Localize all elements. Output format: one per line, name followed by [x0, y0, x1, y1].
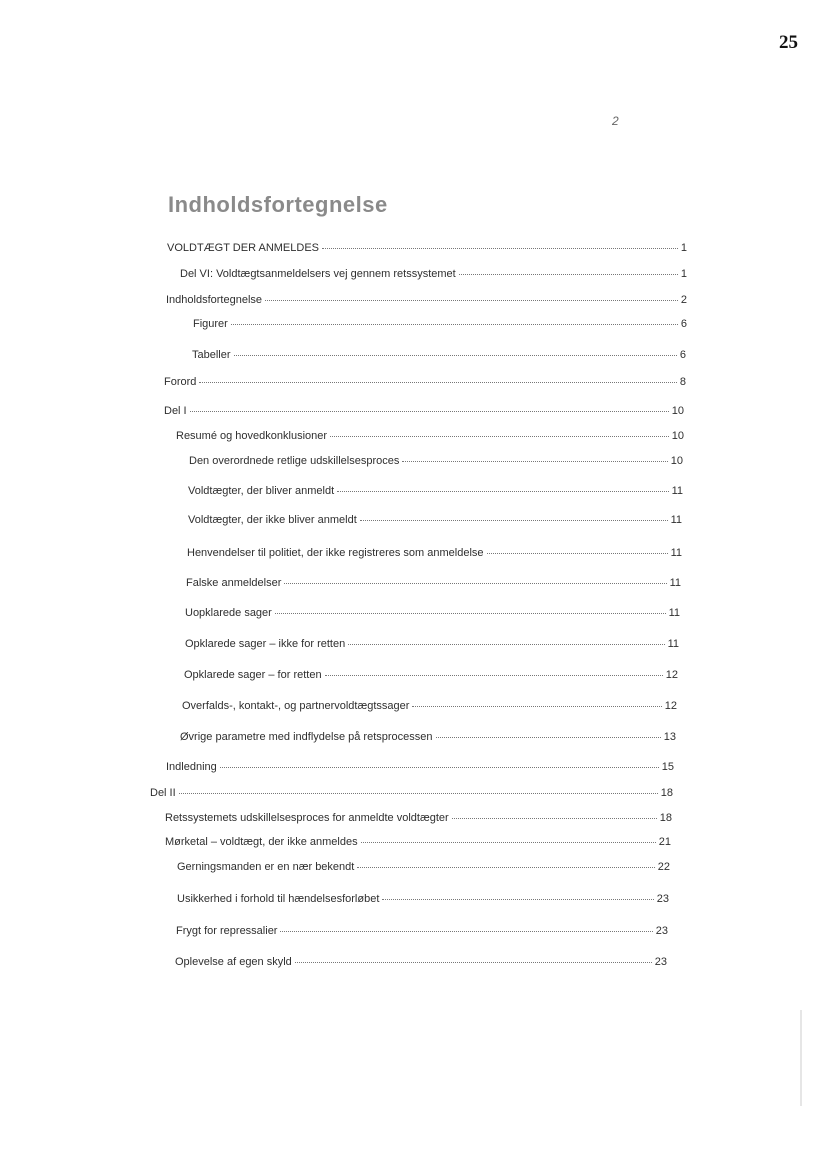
- toc-entry-label: Tabeller: [192, 349, 231, 361]
- toc-entry-label: Forord: [164, 376, 197, 388]
- toc-entry-opklarede-for-retten[interactable]: [184, 669, 678, 681]
- toc-entry-page: 22: [657, 861, 670, 873]
- toc-entry-label: Overfalds-, kontakt-, og partnervoldtægtssager: [182, 700, 410, 712]
- toc-entry-page: 11: [667, 638, 679, 650]
- toc-entry-resume[interactable]: [176, 430, 684, 442]
- toc-entry-indledning[interactable]: [166, 761, 674, 773]
- toc-entry-page: 12: [664, 700, 677, 712]
- dot-leader: [199, 382, 676, 383]
- toc-entry-label: Indholdsfortegnelse: [166, 294, 263, 306]
- dot-leader: [330, 436, 669, 437]
- toc-entry-page: 1: [680, 268, 687, 280]
- dot-leader: [234, 355, 677, 356]
- toc-entry-oplevelse[interactable]: [175, 956, 667, 968]
- toc-entry-label: Indledning: [166, 761, 217, 773]
- toc-entry-indholdsfortegnelse[interactable]: [166, 294, 687, 306]
- dot-leader: [452, 818, 657, 819]
- inner-page-number: 2: [612, 114, 619, 128]
- toc-entry-label: VOLDTÆGT DER ANMELDES: [167, 242, 319, 254]
- toc-entry-falske-anmeldelser[interactable]: [186, 577, 681, 589]
- toc-entry-voldtaegter-ikke-anmeldt[interactable]: [188, 514, 682, 526]
- toc-entry-den-overordnede[interactable]: [189, 455, 683, 467]
- toc-entry-usikkerhed[interactable]: [177, 893, 669, 905]
- dot-leader: [487, 553, 668, 554]
- toc-entry-page: 11: [670, 547, 682, 559]
- toc-entry-voldtaegt-der-anmeldes[interactable]: [167, 242, 687, 254]
- toc-entry-label: Den overordnede retlige udskillelsesproces: [189, 455, 400, 467]
- toc-entry-page: 1: [680, 242, 687, 254]
- page-number: 25: [779, 32, 798, 53]
- toc-entry-page: 6: [680, 318, 687, 330]
- dot-leader: [436, 737, 661, 738]
- dot-leader: [280, 931, 652, 932]
- toc-entry-label: Del II: [150, 787, 176, 799]
- dot-leader: [284, 583, 666, 584]
- toc-entry-label: Figurer: [193, 318, 228, 330]
- toc-entry-forord[interactable]: [164, 376, 686, 388]
- dot-leader: [412, 706, 661, 707]
- toc-entry-label: Del VI: Voldtægtsanmeldelsers vej gennem retssystemet: [180, 268, 456, 280]
- toc-entry-page: 12: [665, 669, 678, 681]
- toc-entry-page: 23: [654, 956, 667, 968]
- toc-entry-page: 6: [679, 349, 686, 361]
- toc-entry-label: Uopklarede sager: [185, 607, 272, 619]
- dot-leader: [190, 411, 669, 412]
- dot-leader: [382, 899, 653, 900]
- toc-entry-page: 10: [671, 405, 684, 417]
- toc-entry-label: Henvendelser til politiet, der ikke registreres som anmeldelse: [187, 547, 484, 559]
- toc-entry-tabeller[interactable]: [192, 349, 686, 361]
- toc-entry-label: Opklarede sager – ikke for retten: [185, 638, 346, 650]
- toc-entry-del-vi[interactable]: [180, 268, 687, 280]
- dot-leader: [402, 461, 667, 462]
- toc-entry-uopklarede-sager[interactable]: [185, 607, 680, 619]
- toc-entry-page: 23: [655, 925, 668, 937]
- toc-entry-figurer[interactable]: [193, 318, 687, 330]
- toc-entry-page: 18: [660, 787, 673, 799]
- dot-leader: [360, 520, 668, 521]
- toc-entry-henvendelser[interactable]: [187, 547, 682, 559]
- toc-entry-label: Usikkerhed i forhold til hændelsesforløbet: [177, 893, 380, 905]
- toc-entry-del-i[interactable]: [164, 405, 684, 417]
- dot-leader: [275, 613, 666, 614]
- toc-entry-page: 11: [671, 485, 683, 497]
- toc-entry-label: Gerningsmanden er en nær bekendt: [177, 861, 355, 873]
- dot-leader: [348, 644, 664, 645]
- toc-entry-voldtaegter-anmeldt[interactable]: [188, 485, 683, 497]
- toc-entry-page: 10: [671, 430, 684, 442]
- toc-entry-page: 11: [668, 607, 680, 619]
- toc-entry-page: 8: [679, 376, 686, 388]
- toc-entry-page: 11: [670, 514, 682, 526]
- dot-leader: [325, 675, 663, 676]
- toc-entry-page: 15: [661, 761, 674, 773]
- toc-entry-del-ii[interactable]: [150, 787, 673, 799]
- toc-entry-label: Retssystemets udskillelsesproces for anmeldte voldtægter: [165, 812, 449, 824]
- toc-entry-overfalds[interactable]: [182, 700, 677, 712]
- toc-entry-page: 11: [669, 577, 681, 589]
- toc-entry-page: 18: [659, 812, 672, 824]
- dot-leader: [337, 491, 668, 492]
- toc-entry-label: Voldtægter, der bliver anmeldt: [188, 485, 335, 497]
- scan-edge-shadow: [800, 1010, 802, 1106]
- toc-entry-frygt[interactable]: [176, 925, 668, 937]
- toc-entry-page: 21: [658, 836, 671, 848]
- dot-leader: [220, 767, 659, 768]
- toc-entry-label: Falske anmeldelser: [186, 577, 282, 589]
- toc-entry-label: Oplevelse af egen skyld: [175, 956, 292, 968]
- toc-entry-label: Øvrige parametre med indflydelse på retsprocessen: [180, 731, 433, 743]
- dot-leader: [179, 793, 658, 794]
- dot-leader: [361, 842, 656, 843]
- toc-entry-ovrige-parametre[interactable]: [180, 731, 676, 743]
- toc-entry-page: 13: [663, 731, 676, 743]
- dot-leader: [231, 324, 678, 325]
- toc-entry-retssystemets[interactable]: [165, 812, 672, 824]
- toc-entry-page: 23: [656, 893, 669, 905]
- toc-entry-gerningsmanden[interactable]: [177, 861, 670, 873]
- toc-entry-label: Del I: [164, 405, 187, 417]
- dot-leader: [265, 300, 678, 301]
- toc-entry-page: 2: [680, 294, 687, 306]
- toc-entry-label: Resumé og hovedkonklusioner: [176, 430, 328, 442]
- toc-entry-label: Opklarede sager – for retten: [184, 669, 322, 681]
- toc-entry-label: Voldtægter, der ikke bliver anmeldt: [188, 514, 357, 526]
- toc-entry-opklarede-ikke-for-retten[interactable]: [185, 638, 679, 650]
- toc-entry-label: Mørketal – voldtægt, der ikke anmeldes: [165, 836, 358, 848]
- toc-entry-page: 10: [670, 455, 683, 467]
- toc-entry-label: Frygt for repressalier: [176, 925, 278, 937]
- toc-title: Indholdsfortegnelse: [168, 192, 388, 217]
- toc-entry-morketal[interactable]: [165, 836, 671, 848]
- dot-leader: [295, 962, 652, 963]
- dot-leader: [357, 867, 654, 868]
- dot-leader: [459, 274, 678, 275]
- dot-leader: [322, 248, 678, 249]
